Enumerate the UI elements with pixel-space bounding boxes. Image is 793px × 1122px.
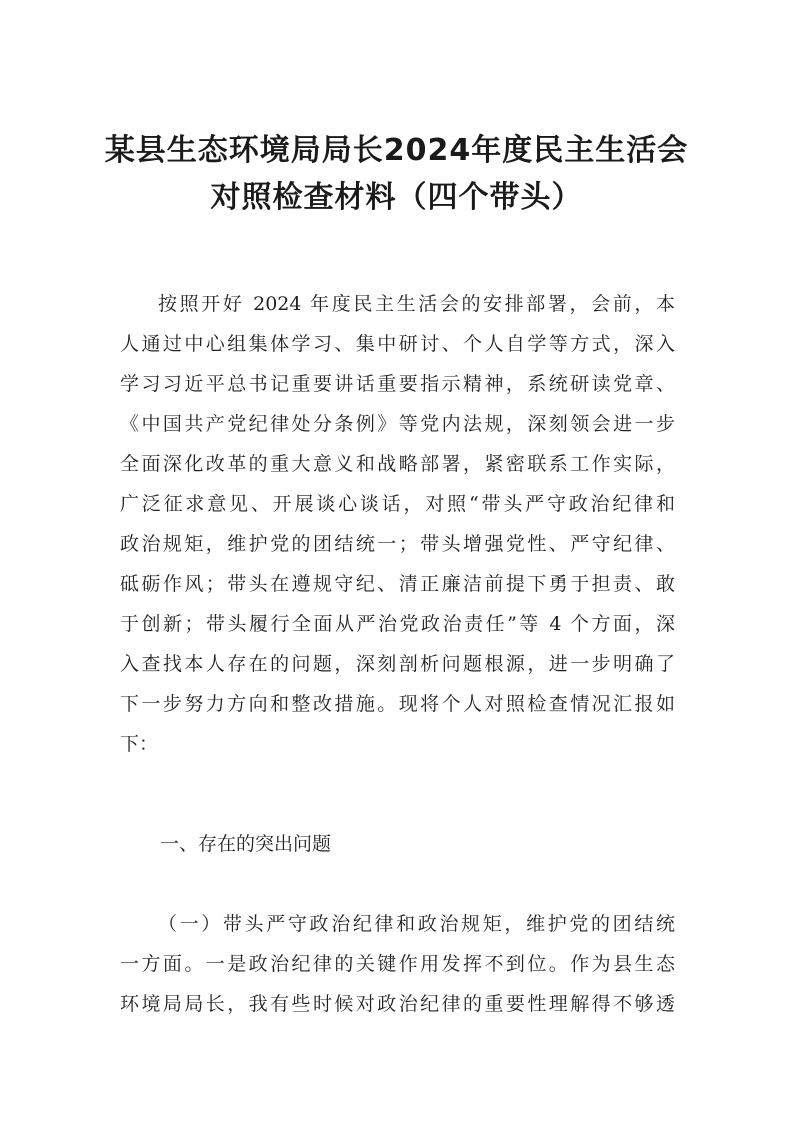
intro-line-10: 入查找本人存在的问题，深刻剖析问题根源，进一步明确了 bbox=[120, 653, 675, 675]
intro-line-2: 人通过中心组集体学习、集中研讨、个人自学等方式，深入 bbox=[120, 333, 675, 355]
intro-line-12: 下： bbox=[120, 733, 159, 755]
intro-line-6: 广泛征求意见、开展谈心谈话，对照“带头严守政治纪律和 bbox=[120, 493, 675, 515]
section-heading: 一、存在的突出问题 bbox=[160, 833, 332, 855]
intro-line-1: 按照开好 2024 年度民主生活会的安排部署，会前，本 bbox=[158, 293, 675, 315]
intro-line-7: 政治规矩，维护党的团结统一；带头增强党性、严守纪律、 bbox=[120, 533, 675, 555]
section1-line-2: 一方面。一是政治纪律的关键作用发挥不到位。作为县生态 bbox=[120, 953, 675, 975]
document-title-line-1: 某县生态环境局局长2024年度民主生活会 bbox=[104, 133, 689, 168]
section1-line-3: 环境局局长，我有些时候对政治纪律的重要性理解得不够透 bbox=[120, 993, 675, 1015]
intro-line-3: 学习习近平总书记重要讲话重要指示精神，系统研读党章、 bbox=[120, 373, 675, 395]
intro-line-9: 于创新；带头履行全面从严治党政治责任”等 4 个方面，深 bbox=[120, 613, 675, 635]
section1-line-1: （一）带头严守政治纪律和政治规矩，维护党的团结统 bbox=[158, 913, 675, 935]
intro-line-5: 全面深化改革的重大意义和战略部署，紧密联系工作实际， bbox=[120, 453, 675, 475]
document-title-line-2: 对照检查材料（四个带头） bbox=[210, 180, 583, 215]
intro-line-8: 砥砺作风；带头在遵规守纪、清正廉洁前提下勇于担责、敢 bbox=[120, 573, 675, 595]
intro-line-4: 《中国共产党纪律处分条例》等党内法规，深刻领会进一步 bbox=[120, 413, 675, 435]
intro-line-11: 下一步努力方向和整改措施。现将个人对照检查情况汇报如 bbox=[120, 693, 675, 715]
